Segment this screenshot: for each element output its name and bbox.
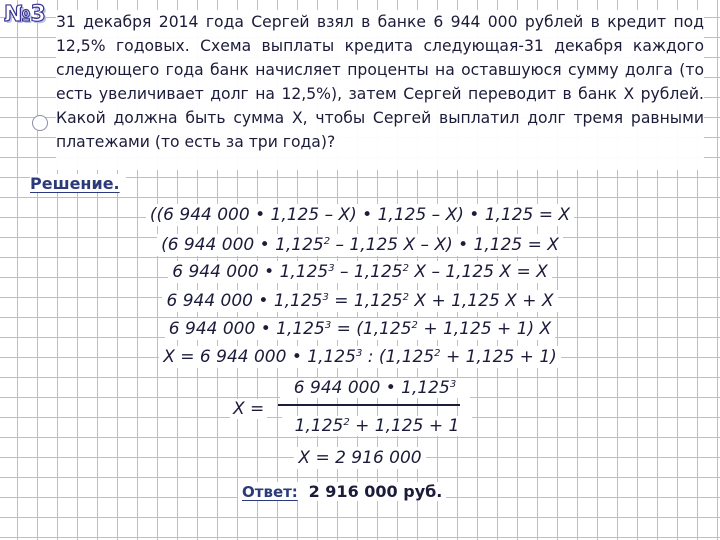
equation-line-2: (6 944 000 • 1,125$^2$ – 1,125 X – X) • 1,125 = X <box>0 235 720 255</box>
equation-line-6: X = 6 944 000 • 1,125$^3$ : $(1,125^2 + 1,125 + 1)$ <box>0 347 720 367</box>
solution-heading: Решение. <box>30 174 126 193</box>
margin-hole-icon <box>32 115 48 131</box>
answer-label: Ответ: <box>242 483 298 501</box>
fraction-lhs: X = <box>230 399 267 419</box>
answer-line <box>238 482 446 501</box>
equation-line-1: ((6 944 000 • 1,125 – X) • 1,125 – X) • 1,125 = X <box>0 205 720 225</box>
fraction-denominator: $1,125^2 + 1,125 + 1$ <box>282 416 472 436</box>
answer-value: 2 916 000 руб. <box>308 482 443 501</box>
problem-number-badge: №3 <box>4 2 46 27</box>
equation-line-5: 6 944 000 • $1,125^3 = (1,125^2 + 1,125 + 1)$ X <box>0 319 720 339</box>
result-line: X = 2 916 000 <box>0 448 720 468</box>
fraction-bar <box>278 404 460 406</box>
problem-statement: 31 декабря 2014 года Сергей взял в банке 6 944 000 рублей в кредит под 12,5% годовых. Схема выплаты кредита следующая-31 декабря каждого следующего года банк начисляет проценты на оставшуюся сумму долга (то есть увеличивает долг на 12,5%), затем Сергей переводит в банк X рублей. Какой должна быть сумма X, чтобы Сергей выплатил долг тремя равными платежами (то есть за три года)? <box>56 10 704 170</box>
equation-line-3: 6 944 000 • 1,125$^3$ – 1,125$^2$ X – 1,125 X = X <box>0 262 720 282</box>
equation-line-4: 6 944 000 • $1,125^3 = 1,125^2$ X + 1,125 X + X <box>0 291 720 311</box>
fraction-numerator: 6 944 000 • 1,125$^3$ <box>280 378 470 398</box>
